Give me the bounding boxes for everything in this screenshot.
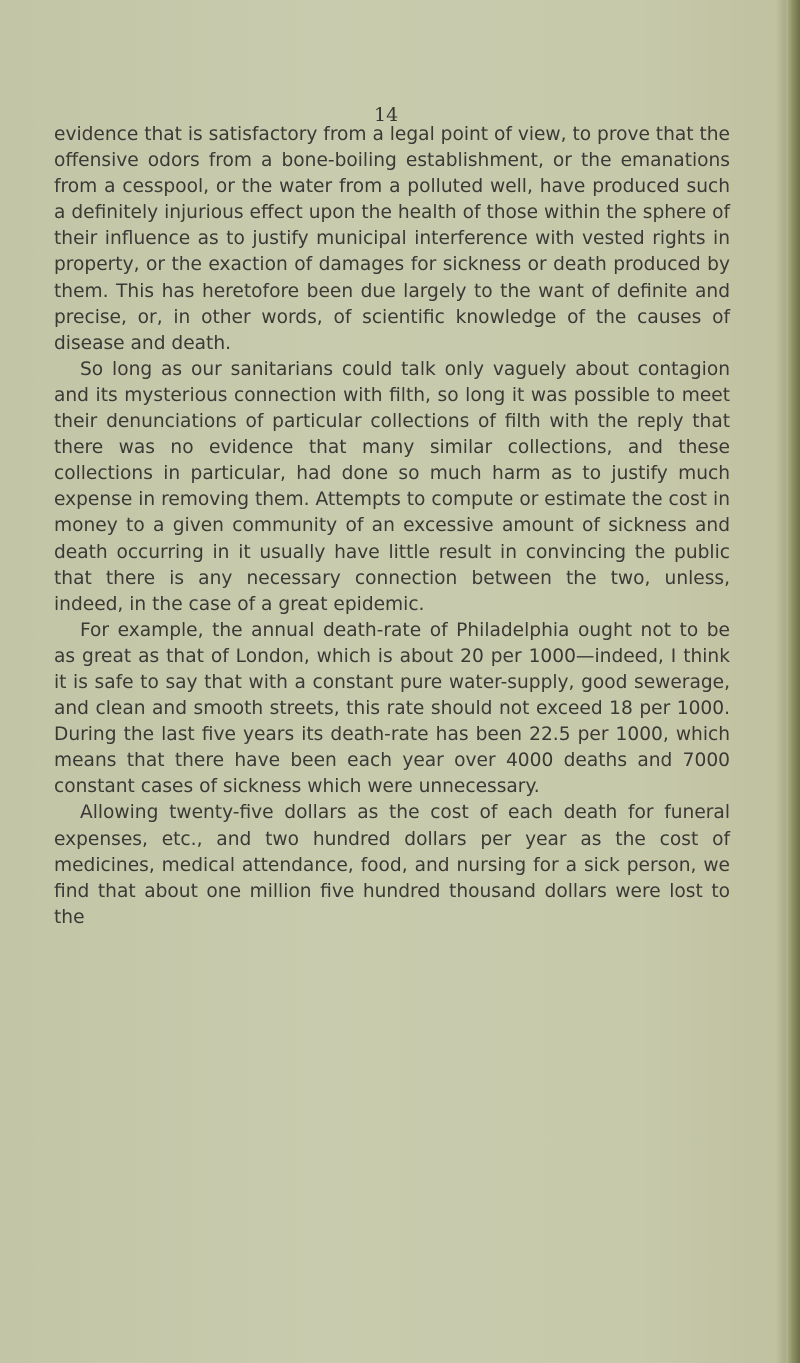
paragraph-4: Allowing twenty-five dollars as the cost of each death for funeral expenses, etc., and two hundred dollars per year as the cost of medicines, medical attendance, food, and nursing for a sick person, we find that about one million five hundred thousand dollars were lost to the: [54, 802, 730, 928]
page-number: 14: [374, 104, 399, 126]
paragraph-2: So long as our sanitarians could talk only vaguely about contagion and its mysterious connection with filth, so long it was possible to meet their denunciations of particular collections of filth with the reply that there was no evidence that many similar collections, and these collections in particular, had done so much harm as to justify much expense in removing them. Attempts to compute or estimate the cost in money to a given community of an excessive amount of sickness and death occurring in it usually have little result in convincing the public that there is any necessary connection between the two, unless, indeed, in the case of a great epidemic.: [54, 358, 730, 615]
paragraph-3: For example, the annual death-rate of Philadelphia ought not to be as great as that of London, which is about 20 per 1000—indeed, I think it is safe to say that with a constant pure water-supply, good sewerage, and clean and smooth streets, this rate should not exceed 18 per 1000. During the last five years its death-rate has been 22.5 per 1000, which means that there have been each year over 4000 deaths and 7000 constant cases of sickness which were unnecessary.: [54, 619, 730, 798]
page-edge: [786, 0, 800, 1363]
body-text: [54, 122, 730, 931]
paragraph-1: evidence that is satisfactory from a legal point of view, to prove that the offensive odors from a bone-boiling establishment, or the emanations from a cesspool, or the water from a polluted well, have produced such a definitely injurious effect upon the health of those within the sphere of their influence as to justify municipal interference with vested rights in property, or the exaction of damages for sickness or death produced by them. This has heretofore been due largely to the want of definite and precise, or, in other words, of scientific knowledge of the causes of disease and death.: [54, 124, 730, 354]
